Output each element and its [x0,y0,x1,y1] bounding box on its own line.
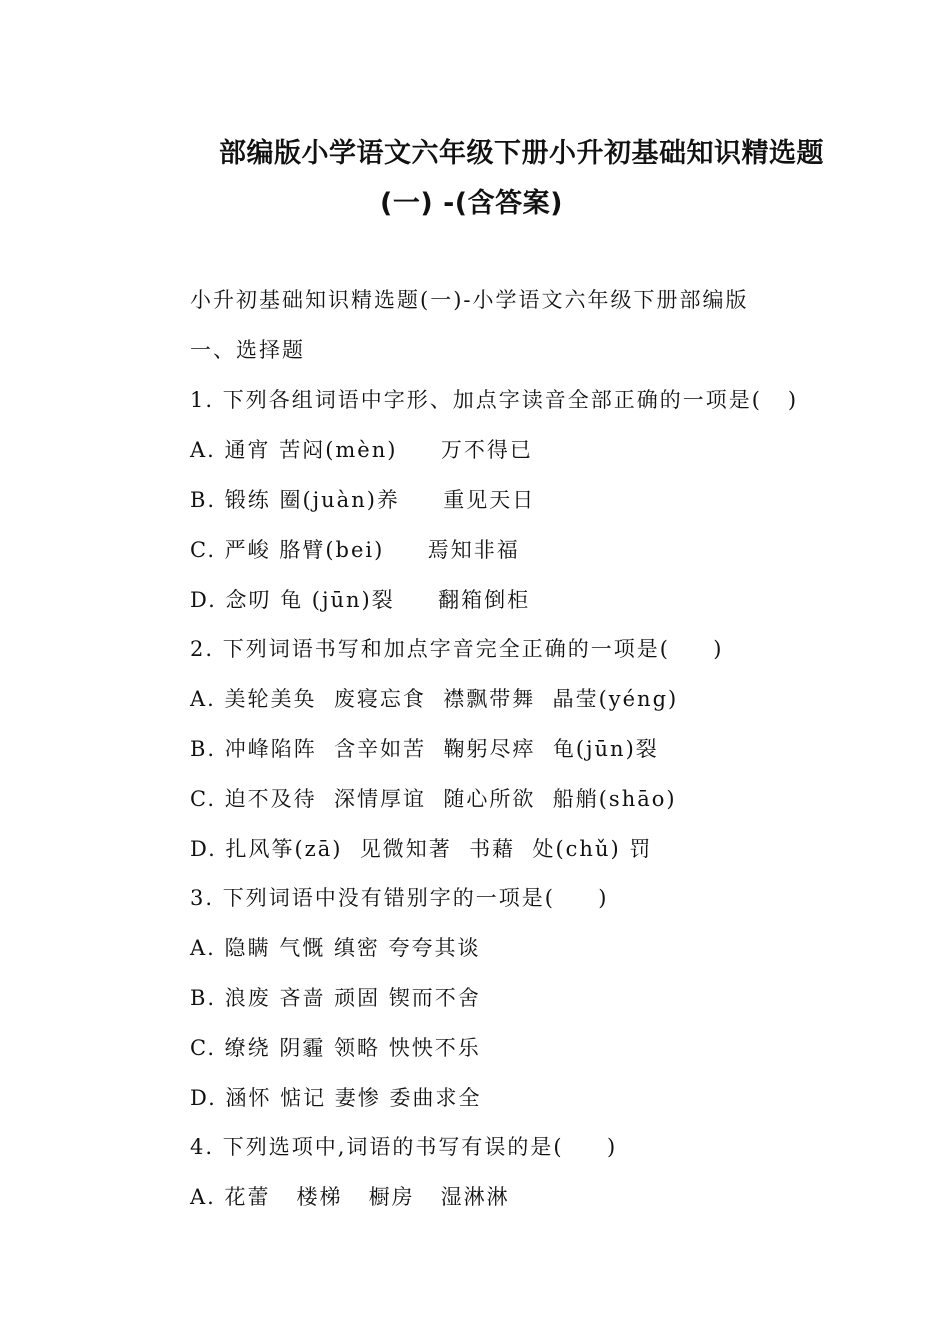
document-title-line-2: (一) -(含答案) [380,188,563,219]
question-1-option-c: C. 严峻 胳臂(bei) 焉知非福 [190,538,520,562]
question-1-option-b: B. 锻练 圈(juàn)养 重见天日 [190,488,536,512]
question-3: 3. 下列词语中没有错别字的一项是( ) [190,886,609,910]
document-title-line-1: 部编版小学语文六年级下册小升初基础知识精选题 [219,138,824,169]
question-2-option-a: A. 美轮美奂 废寝忘食 襟飘带舞 晶莹(yéng) [190,687,679,711]
question-4: 4. 下列选项中,词语的书写有误的是( ) [190,1135,618,1159]
question-3-option-d: D. 涵怀 惦记 妻惨 委曲求全 [190,1086,482,1110]
section-subtitle: 小升初基础知识精选题(一)-小学语文六年级下册部编版 [190,288,749,312]
section-heading: 一、选择题 [190,338,305,362]
question-3-option-c: C. 缭绕 阴霾 领略 怏怏不乐 [190,1036,481,1060]
question-3-option-a: A. 隐瞒 气慨 缜密 夸夸其谈 [190,936,481,960]
question-4-option-a: A. 花蕾 楼梯 橱房 湿淋淋 [190,1185,510,1209]
question-1: 1. 下列各组词语中字形、加点字读音全部正确的一项是( ) [190,388,799,412]
question-2: 2. 下列词语书写和加点字音完全正确的一项是( ) [190,637,724,661]
question-1-option-a: A. 通宵 苦闷(mèn) 万不得已 [190,438,533,462]
question-2-option-b: B. 冲峰陷阵 含辛如苦 鞠躬尽瘁 龟(jūn)裂 [190,737,659,761]
question-3-option-b: B. 浪废 吝啬 顽固 锲而不舍 [190,986,481,1010]
question-2-option-d: D. 扎风筝(zā) 见微知著 书藉 处(chǔ) 罚 [190,837,653,861]
question-1-option-d: D. 念叨 龟 (jūn)裂 翻箱倒柜 [190,588,531,612]
question-2-option-c: C. 迫不及待 深情厚谊 随心所欲 船艄(shāo) [190,787,677,811]
